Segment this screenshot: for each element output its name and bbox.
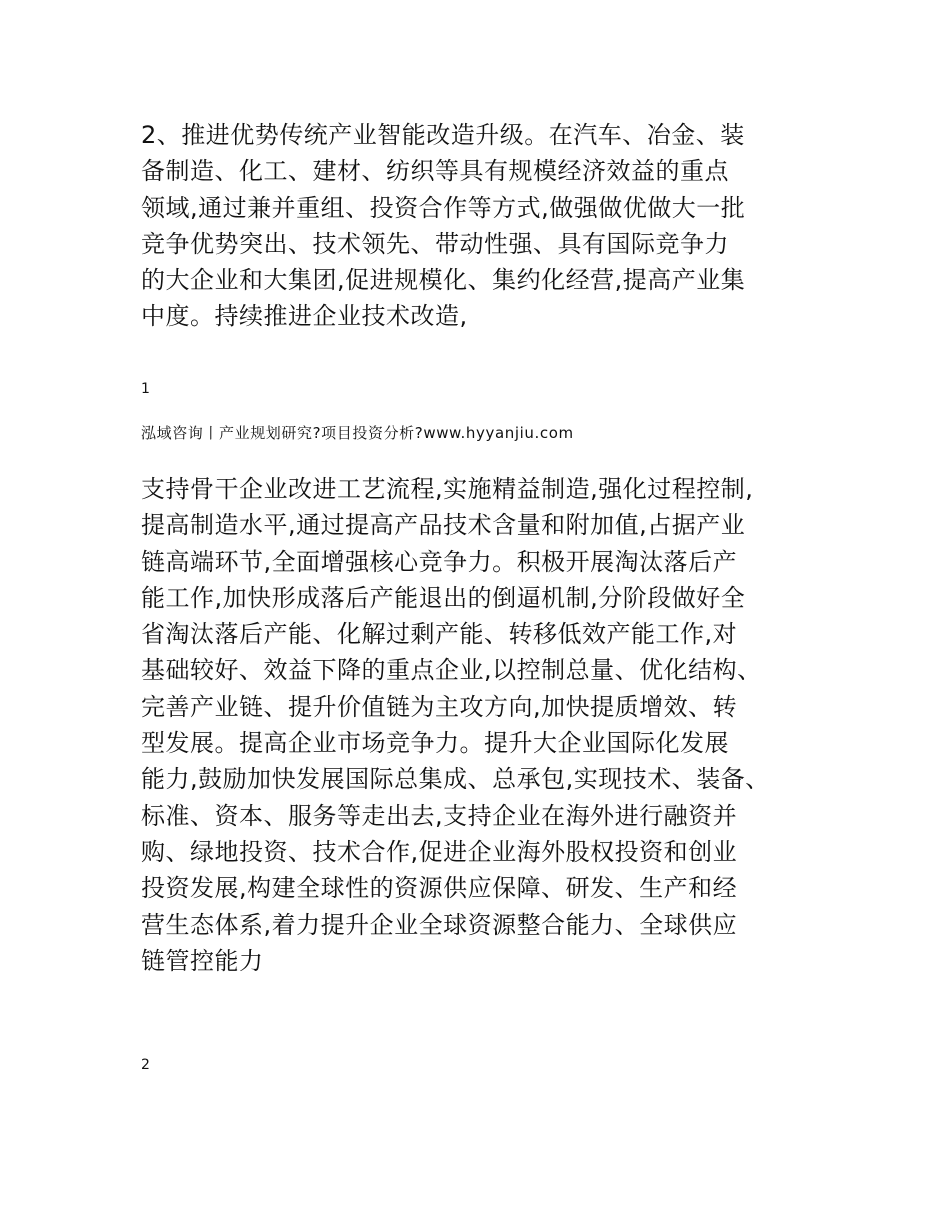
text-line: 基础较好、效益下降的重点企业,以控制总量、优化结构、 <box>141 656 762 685</box>
text-line: 备制造、化工、建材、纺织等具有规模经济效益的重点 <box>141 157 729 186</box>
text-line: 营生态体系,着力提升企业全球资源整合能力、全球供应 <box>141 910 738 939</box>
paragraph-2 <box>141 471 831 979</box>
text-line: 购、绿地投资、技术合作,促进企业海外股权投资和创业 <box>141 837 738 866</box>
page-number: 2 <box>141 1057 150 1073</box>
text-line: 的大企业和大集团,促进规模化、集约化经营,提高产业集 <box>141 266 746 295</box>
text-line: 链高端环节,全面增强核心竞争力。积极开展淘汰落后产 <box>141 547 738 576</box>
text-line: 能工作,加快形成落后产能退出的倒逼机制,分阶段做好全 <box>141 583 746 612</box>
page-header: 泓域咨询丨产业规划研究?项目投资分析?www.hyyanjiu.com <box>141 424 574 442</box>
text-line: 2、推进优势传统产业智能改造升级。在汽车、冶金、装 <box>141 121 745 149</box>
text-line: 型发展。提高企业市场竞争力。提升大企业国际化发展 <box>141 729 729 758</box>
text-line: 标准、资本、服务等走出去,支持企业在海外进行融资并 <box>141 801 738 830</box>
text-line: 竞争优势突出、技术领先、带动性强、具有国际竞争力 <box>141 229 729 258</box>
text-line: 省淘汰落后产能、化解过剩产能、转移低效产能工作,对 <box>141 620 738 649</box>
paragraph-1 <box>141 117 831 335</box>
text-line: 支持骨干企业改进工艺流程,实施精益制造,强化过程控制, <box>141 475 754 503</box>
text-line: 提高制造水平,通过提高产品技术含量和附加值,占据产业 <box>141 511 746 540</box>
text-line: 中度。持续推进企业技术改造, <box>141 302 468 331</box>
text-line: 投资发展,构建全球性的资源供应保障、研发、生产和经 <box>141 874 738 903</box>
text-line: 链管控能力 <box>141 946 264 975</box>
text-line: 能力,鼓励加快发展国际总集成、总承包,实现技术、装备、 <box>141 765 770 794</box>
page-number: 1 <box>141 381 150 397</box>
text-line: 完善产业链、提升价值链为主攻方向,加快提质增效、转 <box>141 692 738 721</box>
text-line: 领域,通过兼并重组、投资合作等方式,做强做优做大一批 <box>141 193 746 222</box>
